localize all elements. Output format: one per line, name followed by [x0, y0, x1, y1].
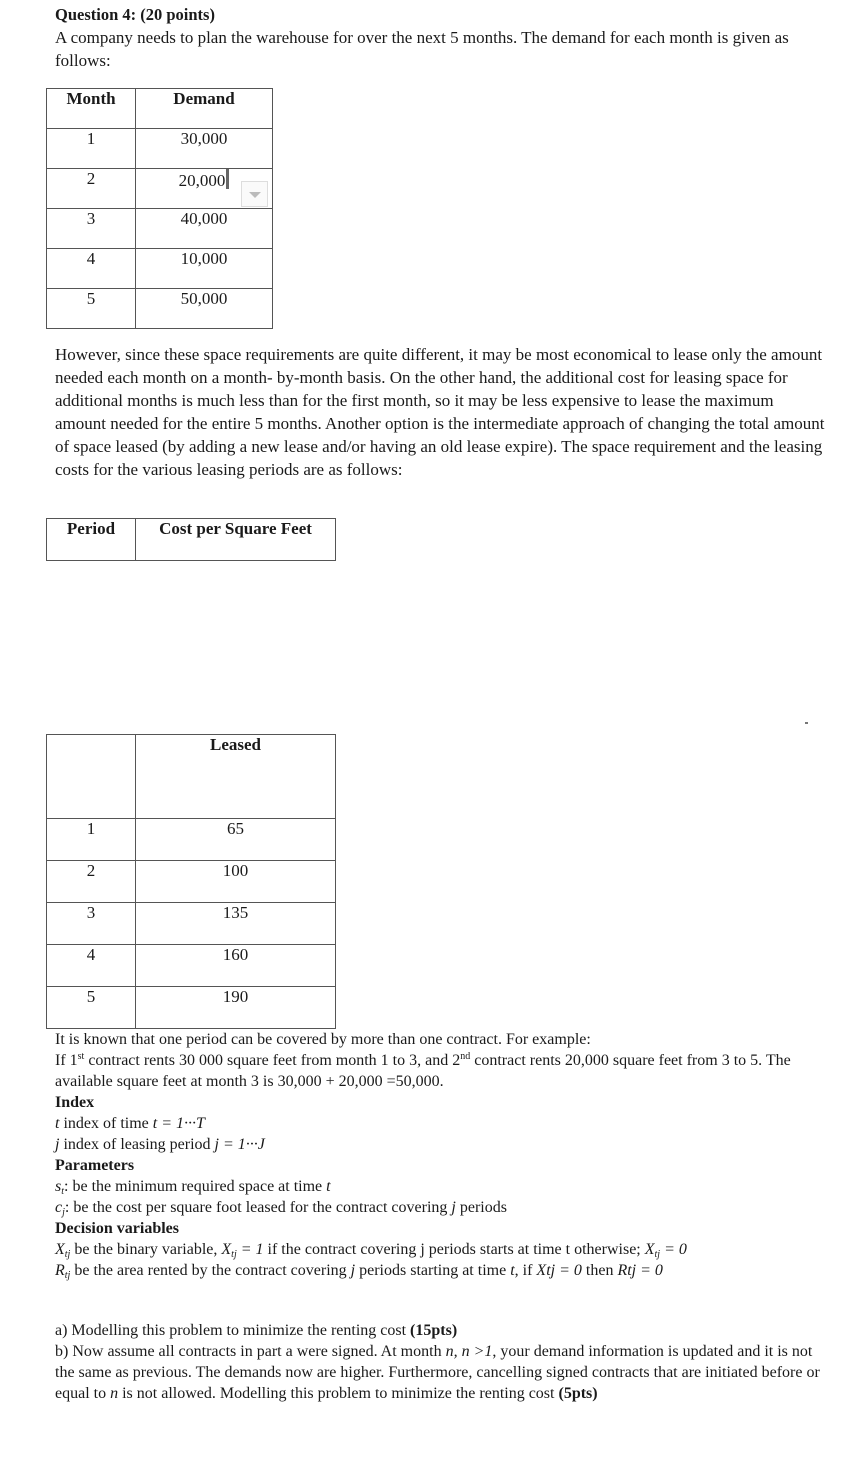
period-cell: 2 — [47, 861, 136, 903]
question-intro: A company needs to plan the warehouse for over the next 5 months. The demand for each month is given as follows: — [55, 28, 789, 70]
tasks-section — [55, 1320, 825, 1404]
header-empty — [47, 735, 136, 819]
table-row — [47, 209, 273, 249]
header-demand: Demand — [136, 89, 273, 129]
cost-cell: 100 — [136, 861, 336, 903]
month-cell: 1 — [47, 129, 136, 169]
cost-cell: 190 — [136, 987, 336, 1029]
cost-cell: 160 — [136, 945, 336, 987]
index-heading: Index — [55, 1094, 95, 1111]
header-month: Month — [47, 89, 136, 129]
example-line-1: It is known that one period can be covered by more than one contract. For example: — [55, 1031, 591, 1048]
month-cell: 3 — [47, 209, 136, 249]
decision-x: $X_{tj}$ be the binary variable, $X_{tj} = 1$ if the contract covering j periods starts at time t otherwise; $X_{tj} = 0$ — [55, 1241, 687, 1260]
table-row — [47, 129, 273, 169]
demand-cell: 50,000 — [136, 289, 273, 329]
question-title: Question 4: (20 points) — [55, 5, 215, 24]
period-cell: 1 — [47, 819, 136, 861]
period-cell: 3 — [47, 903, 136, 945]
demand-table — [46, 88, 273, 329]
body-paragraph: However, since these space requirements are quite different, it may be most economical to lease only the amount needed each month on a month- by-month basis. On the other hand, the additional cost for leasing space for additional months is much less than for the first month, so it may be less expensive to lease the maximum amount needed for the entire 5 months. Another option is the intermediate approach of changing the total amount of space leased (by adding a new lease and/or having an old lease expire). The space requirement and the leasing costs for the various leasing periods are as follows: — [55, 345, 825, 479]
index-section — [55, 1092, 825, 1281]
table-row — [47, 903, 336, 945]
header-period: Period — [47, 519, 136, 561]
task-b: b) Now assume all contracts in part a were signed. At month n, n >1, your demand information is updated and it is not the same as previous. The demands now are higher. Furthermore, cancelling signed contracts that are initiated before or equal to n is not allowed. Modelling this problem to minimize the renting cost (5pts) — [55, 1343, 820, 1402]
header-cost: Cost per Square Feet — [136, 519, 336, 561]
table-row — [47, 249, 273, 289]
cost-cell: 65 — [136, 819, 336, 861]
table-row — [47, 945, 336, 987]
demand-cell: 10,000 — [136, 249, 273, 289]
decision-r: $R_{tj}$ be the area rented by the contract covering j periods starting at time t, if Xtj = 0 then Rtj = 0 — [55, 1262, 663, 1281]
cost-cell: 135 — [136, 903, 336, 945]
demand-value: 20,000 — [178, 171, 226, 190]
month-cell: 4 — [47, 249, 136, 289]
table-row — [47, 987, 336, 1029]
text-cursor — [226, 169, 229, 189]
decision-heading: Decision variables — [55, 1220, 179, 1237]
table-row — [47, 169, 273, 209]
index-t: t index of time t = 1···T — [55, 1115, 205, 1132]
table-row — [47, 289, 273, 329]
stray-mark — [805, 722, 808, 724]
header-leased: Leased — [136, 735, 336, 819]
table-row — [47, 819, 336, 861]
cost-table-header — [46, 518, 336, 561]
parameters-heading: Parameters — [55, 1157, 135, 1174]
example-line-2: If 1st contract rents 30 000 square feet from month 1 to 3, and 2nd contract rents 20,000 square feet from 3 to 5. The available square feet at month 3 is 30,000 + 20,000 =50,000. — [55, 1051, 791, 1090]
param-c: $c_j$: be the cost per square foot leased for the contract covering j periods — [55, 1199, 507, 1218]
month-cell: 5 — [47, 289, 136, 329]
index-j: j index of leasing period j = 1···J — [55, 1136, 265, 1153]
param-s: $s_t$: be the minimum required space at time t — [55, 1178, 331, 1197]
period-cell: 4 — [47, 945, 136, 987]
demand-cell: 40,000 — [136, 209, 273, 249]
table-row — [47, 861, 336, 903]
period-cell: 5 — [47, 987, 136, 1029]
cost-table — [46, 734, 336, 1029]
dropdown-chevron-icon[interactable] — [241, 181, 268, 207]
month-cell: 2 — [47, 169, 136, 209]
task-a: a) Modelling this problem to minimize the renting cost (15pts) — [55, 1322, 458, 1339]
example-section — [55, 1029, 825, 1092]
demand-cell: 30,000 — [136, 129, 273, 169]
